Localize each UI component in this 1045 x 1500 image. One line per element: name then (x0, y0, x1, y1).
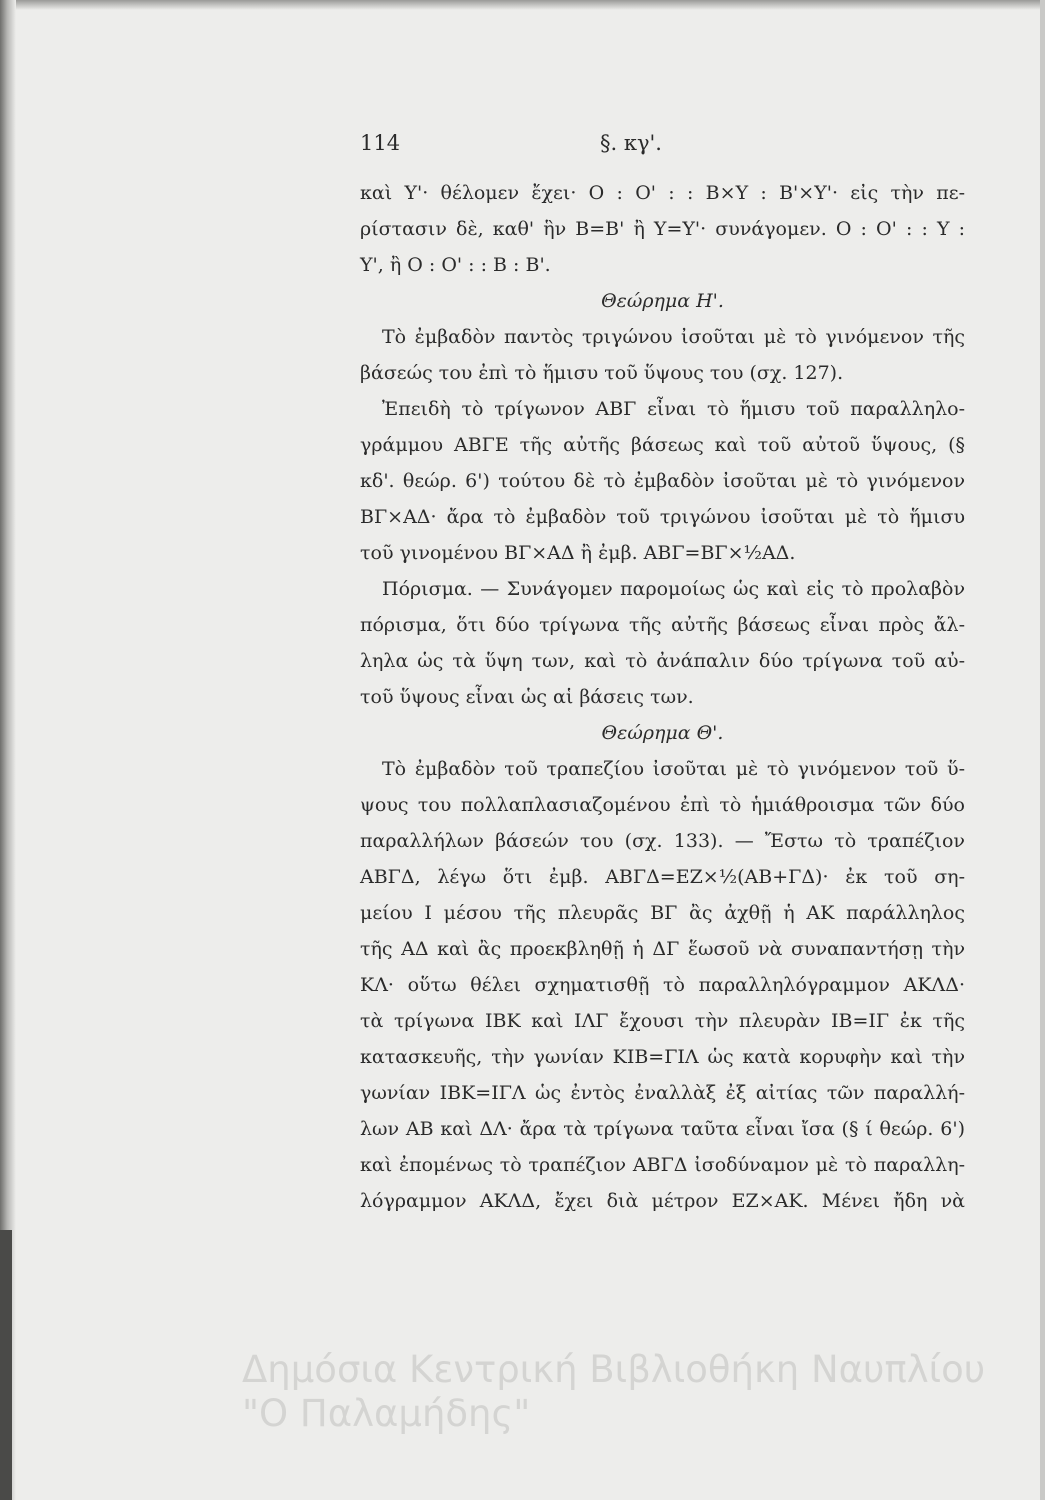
text-line: καὶ ἐπομένως τὸ τραπέζιον ΑΒΓΔ ἰσοδύναμον μὲ τὸ παραλλη- (360, 1154, 965, 1176)
text-line: τῆς ΑΔ καὶ ἂς προεκβληθῇ ἡ ΔΓ ἕωσοῦ νὰ συναπαντήσῃ τὴν (360, 938, 965, 960)
text-line: παραλλήλων βάσεών του (σχ. 133). — Ἔστω τὸ τραπέζιον (360, 830, 965, 852)
text-line: πόρισμα, ὅτι δύο τρίγωνα τῆς αὐτῆς βάσεως εἶναι πρὸς ἄλ- (360, 614, 965, 636)
text-line: Ἐπειδὴ τὸ τρίγωνον ΑΒΓ εἶναι τὸ ἥμισυ τοῦ παραλληλο- (382, 398, 965, 420)
text-line: κδ'. θεώρ. 6') τούτου δὲ τὸ ἐμβαδὸν ἰσοῦται μὲ τὸ γινόμενον (360, 470, 965, 492)
text-line: Πόρισμα. — Συνάγομεν παρομοίως ὡς καὶ εἰς τὸ προλαβὸν (382, 578, 965, 600)
scan-binding-shadow (0, 1230, 12, 1500)
running-head: §. κγ'. (600, 131, 662, 155)
text-line: λων ΑΒ καὶ ΔΛ· ἄρα τὰ τρίγωνα ταῦτα εἶναι ἴσα (§ ί θεώρ. 6') (360, 1118, 965, 1140)
text-line: ΑΒΓΔ, λέγω ὅτι ἐμβ. ΑΒΓΔ=ΕΖ×½(ΑΒ+ΓΔ)· ἐκ τοῦ ση- (360, 866, 965, 888)
text-line: ρίστασιν δὲ, καθ' ἣν Β=Β' ἢ Υ=Υ'· συνάγομεν. Ο : Ο' : : Υ : (360, 218, 965, 240)
text-line: γράμμου ΑΒΓΕ τῆς αὐτῆς βάσεως καὶ τοῦ αὐτοῦ ὕψους, (§ (360, 434, 965, 456)
text-line: τὰ τρίγωνα ΙΒΚ καὶ ΙΛΓ ἔχουσι τὴν πλευρὰν ΙΒ=ΙΓ ἐκ τῆς (360, 1010, 965, 1032)
text-line: καὶ Υ'· θέλομεν ἔχει· Ο : Ο' : : Β×Υ : Β'×Υ'· εἰς τὴν πε- (360, 182, 965, 204)
theorem-heading: Θεώρημα Η'. (601, 290, 724, 312)
text-line: ληλα ὡς τὰ ὕψη των, καὶ τὸ ἀνάπαλιν δύο τρίγωνα τοῦ αὐ- (360, 650, 965, 672)
text-line: βάσεώς του ἐπὶ τὸ ἥμισυ τοῦ ὕψους του (σχ. 127). (360, 362, 844, 384)
text-line: γωνίαν ΙΒΚ=ΙΓΛ ὡς ἐντὸς ἐναλλὰξ ἐξ αἰτίας τῶν παραλλή- (360, 1082, 965, 1104)
page-header (360, 128, 965, 158)
text-line: Τὸ ἐμβαδὸν τοῦ τραπεζίου ἰσοῦται μὲ τὸ γινόμενον τοῦ ὕ- (382, 758, 965, 780)
text-line: κατασκευῆς, τὴν γωνίαν ΚΙΒ=ΓΙΛ ὡς κατὰ κορυφὴν καὶ τὴν (360, 1046, 965, 1068)
text-line: λόγραμμον ΑΚΛΔ, ἔχει διὰ μέτρον ΕΖ×ΑΚ. Μένει ἤδη νὰ (360, 1190, 965, 1212)
page-number: 114 (360, 131, 401, 155)
library-watermark-line2: "Ο Παλαμήδης" (242, 1392, 531, 1435)
library-watermark-line1: Δημόσια Κεντρική Βιβλιοθήκη Ναυπλίου (242, 1348, 986, 1391)
text-line: τοῦ ὕψους εἶναι ὡς αἱ βάσεις των. (360, 686, 694, 708)
text-line: Υ', ἢ Ο : Ο' : : Β : Β'. (360, 254, 551, 276)
text-line: τοῦ γινομένου ΒΓ×ΑΔ ἢ ἐμβ. ΑΒΓ=ΒΓ×½ΑΔ. (360, 542, 796, 564)
text-line: ΒΓ×ΑΔ· ἄρα τὸ ἐμβαδὸν τοῦ τριγώνου ἰσοῦται μὲ τὸ ἥμισυ (360, 506, 965, 528)
text-line: ΚΛ· οὕτω θέλει σχηματισθῇ τὸ παραλληλόγραμμον ΑΚΛΔ· (360, 974, 965, 996)
scan-right-edge (1040, 0, 1045, 1500)
text-line: Τὸ ἐμβαδὸν παντὸς τριγώνου ἰσοῦται μὲ τὸ γινόμενον τῆς (382, 326, 965, 348)
scan-top-shadow (0, 0, 1045, 10)
text-line: μείου Ι μέσου τῆς πλευρᾶς ΒΓ ἂς ἀχθῇ ἡ ΑΚ παράλληλος (360, 902, 965, 924)
theorem-heading: Θεώρημα Θ'. (601, 722, 724, 744)
scan-left-shadow (0, 0, 16, 1500)
text-line: ψους του πολλαπλασιαζομένου ἐπὶ τὸ ἡμιάθροισμα τῶν δύο (360, 794, 965, 816)
